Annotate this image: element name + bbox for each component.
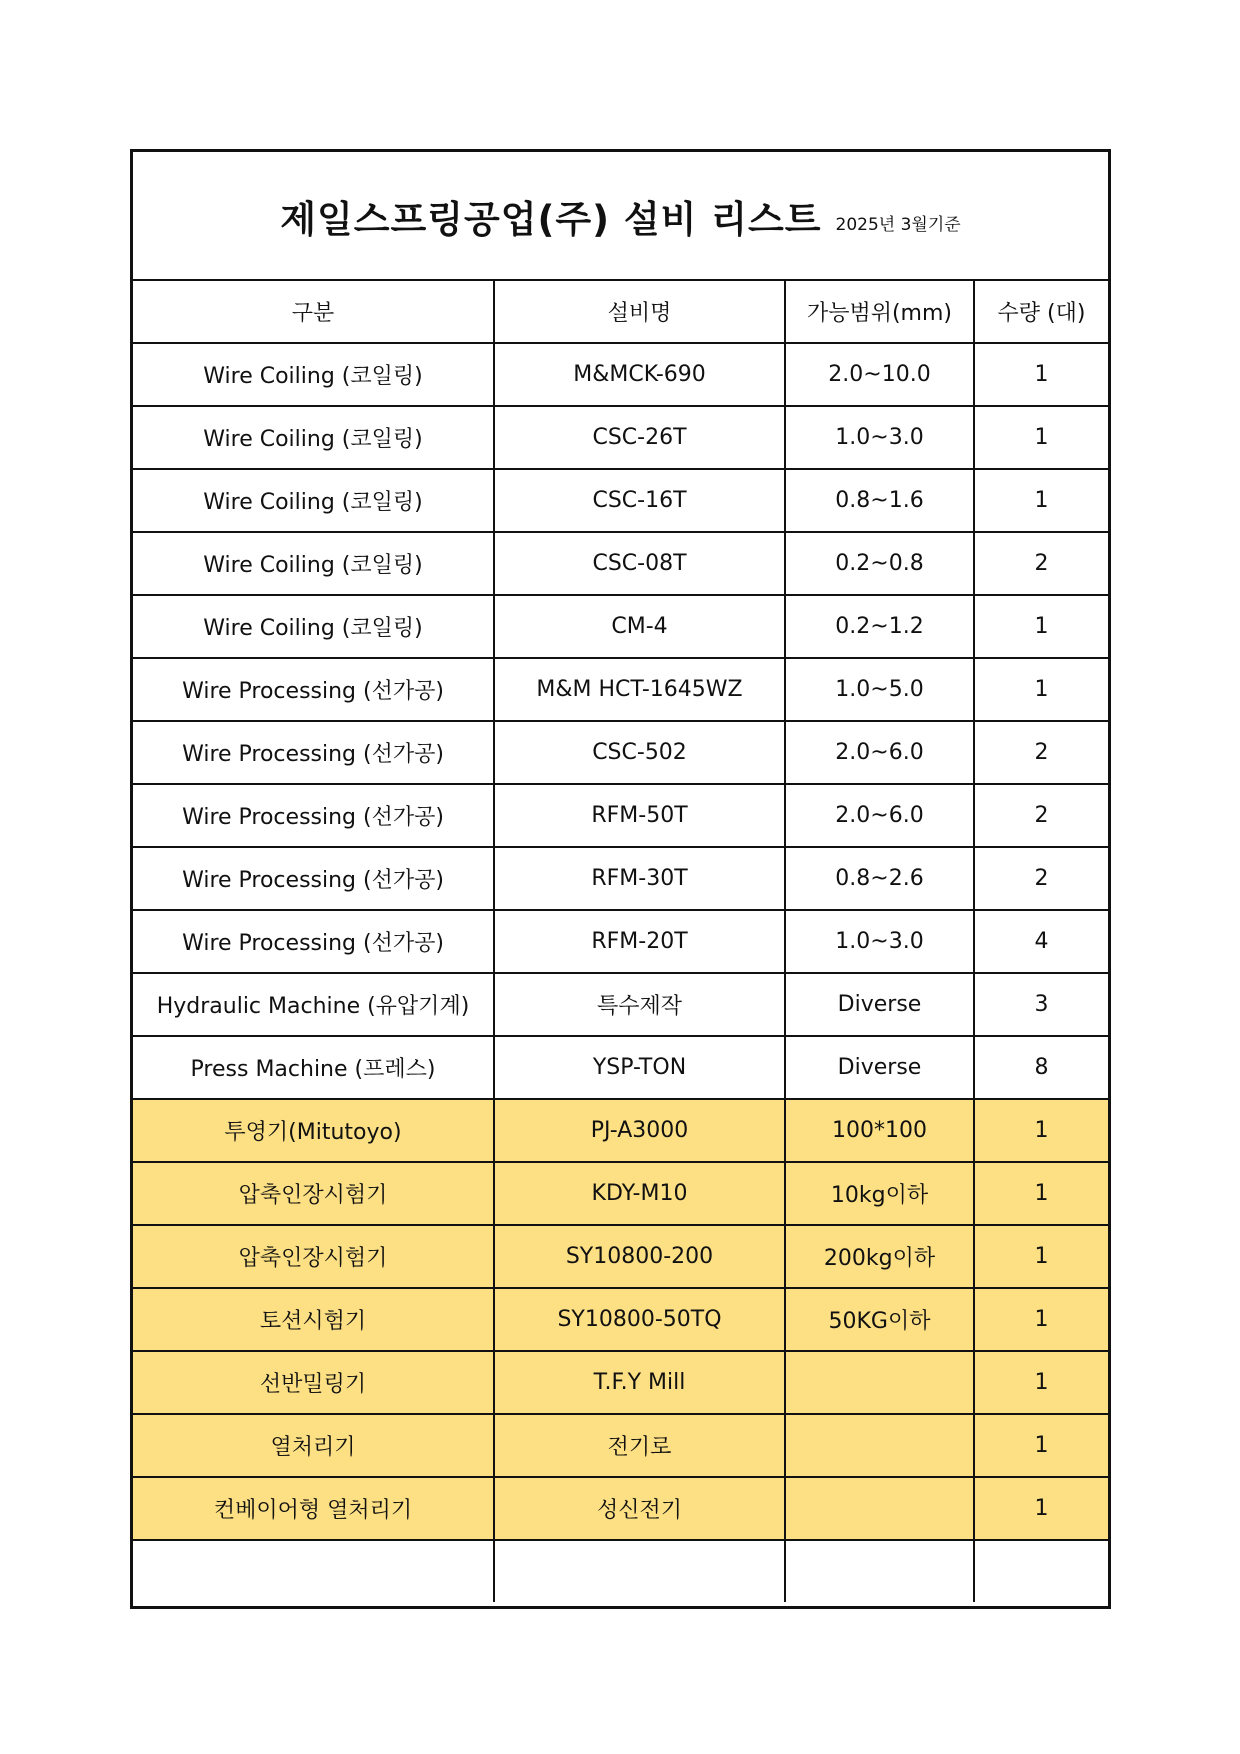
cell-equipment-name: 특수제작 <box>494 973 785 1036</box>
table-row <box>133 469 1108 532</box>
cell-range: 0.2~0.8 <box>785 532 974 595</box>
cell-category: Hydraulic Machine (유압기계) <box>133 973 494 1036</box>
cell-quantity: 1 <box>974 1225 1108 1288</box>
cell-quantity: 1 <box>974 1162 1108 1225</box>
cell-range: 200kg이하 <box>785 1225 974 1288</box>
cell-quantity: 1 <box>974 1099 1108 1162</box>
cell-category: Wire Processing (선가공) <box>133 658 494 721</box>
cell-quantity: 1 <box>974 1414 1108 1477</box>
cell-quantity <box>974 1540 1108 1602</box>
cell-range: 1.0~3.0 <box>785 406 974 469</box>
table-row <box>133 1036 1108 1099</box>
cell-range: 50KG이하 <box>785 1288 974 1351</box>
cell-quantity: 2 <box>974 721 1108 784</box>
cell-equipment-name: 전기로 <box>494 1414 785 1477</box>
cell-category: Wire Coiling (코일링) <box>133 343 494 406</box>
table-row <box>133 1099 1108 1162</box>
cell-quantity: 1 <box>974 658 1108 721</box>
cell-category: 열처리기 <box>133 1414 494 1477</box>
page-title: 제일스프링공업(주) 설비 리스트 <box>280 197 822 241</box>
cell-quantity: 2 <box>974 532 1108 595</box>
table-row <box>133 1225 1108 1288</box>
title-bar <box>133 152 1108 281</box>
cell-category: 압축인장시험기 <box>133 1162 494 1225</box>
equipment-list-frame <box>130 149 1111 1609</box>
cell-range <box>785 1477 974 1540</box>
cell-range <box>785 1351 974 1414</box>
cell-quantity: 1 <box>974 1477 1108 1540</box>
table-row <box>133 532 1108 595</box>
header-equipment-name: 설비명 <box>494 281 785 343</box>
header-category: 구분 <box>133 281 494 343</box>
cell-equipment-name: M&MCK-690 <box>494 343 785 406</box>
cell-equipment-name: SY10800-200 <box>494 1225 785 1288</box>
cell-range: 1.0~3.0 <box>785 910 974 973</box>
cell-equipment-name: RFM-20T <box>494 910 785 973</box>
cell-category: 압축인장시험기 <box>133 1225 494 1288</box>
cell-range: Diverse <box>785 973 974 1036</box>
cell-range: 2.0~6.0 <box>785 721 974 784</box>
cell-quantity: 4 <box>974 910 1108 973</box>
cell-equipment-name: 성신전기 <box>494 1477 785 1540</box>
cell-quantity: 3 <box>974 973 1108 1036</box>
cell-quantity: 1 <box>974 595 1108 658</box>
cell-quantity: 1 <box>974 343 1108 406</box>
cell-equipment-name: YSP-TON <box>494 1036 785 1099</box>
cell-equipment-name: RFM-30T <box>494 847 785 910</box>
table-row <box>133 1414 1108 1477</box>
table-row <box>133 1540 1108 1602</box>
cell-quantity: 1 <box>974 469 1108 532</box>
cell-range: 0.8~1.6 <box>785 469 974 532</box>
table-row <box>133 595 1108 658</box>
cell-range <box>785 1540 974 1602</box>
cell-equipment-name <box>494 1540 785 1602</box>
cell-range: 0.8~2.6 <box>785 847 974 910</box>
cell-equipment-name: CM-4 <box>494 595 785 658</box>
cell-category: Wire Coiling (코일링) <box>133 532 494 595</box>
cell-equipment-name: PJ-A3000 <box>494 1099 785 1162</box>
cell-quantity: 8 <box>974 1036 1108 1099</box>
cell-quantity: 1 <box>974 1351 1108 1414</box>
cell-category: Press Machine (프레스) <box>133 1036 494 1099</box>
table-row <box>133 1477 1108 1540</box>
cell-range: 2.0~6.0 <box>785 784 974 847</box>
cell-range: 100*100 <box>785 1099 974 1162</box>
cell-quantity: 2 <box>974 847 1108 910</box>
table-row <box>133 406 1108 469</box>
table-row <box>133 973 1108 1036</box>
cell-range: 1.0~5.0 <box>785 658 974 721</box>
table-row <box>133 658 1108 721</box>
cell-equipment-name: CSC-502 <box>494 721 785 784</box>
header-range: 가능범위(mm) <box>785 281 974 343</box>
table-row <box>133 1288 1108 1351</box>
header-quantity: 수량 (대) <box>974 281 1108 343</box>
cell-range: 10kg이하 <box>785 1162 974 1225</box>
cell-category: Wire Coiling (코일링) <box>133 406 494 469</box>
cell-equipment-name: T.F.Y Mill <box>494 1351 785 1414</box>
cell-category <box>133 1540 494 1602</box>
cell-range <box>785 1414 974 1477</box>
cell-category: Wire Coiling (코일링) <box>133 469 494 532</box>
cell-category: Wire Processing (선가공) <box>133 910 494 973</box>
cell-equipment-name: KDY-M10 <box>494 1162 785 1225</box>
cell-category: Wire Processing (선가공) <box>133 721 494 784</box>
cell-quantity: 2 <box>974 784 1108 847</box>
table-row <box>133 1162 1108 1225</box>
cell-quantity: 1 <box>974 406 1108 469</box>
table-row <box>133 910 1108 973</box>
cell-category: 선반밀링기 <box>133 1351 494 1414</box>
cell-range: Diverse <box>785 1036 974 1099</box>
cell-category: 투영기(Mitutoyo) <box>133 1099 494 1162</box>
table-row <box>133 343 1108 406</box>
equipment-table <box>133 281 1108 1602</box>
table-row <box>133 721 1108 784</box>
cell-range: 0.2~1.2 <box>785 595 974 658</box>
cell-category: 토션시험기 <box>133 1288 494 1351</box>
cell-range: 2.0~10.0 <box>785 343 974 406</box>
cell-category: Wire Processing (선가공) <box>133 784 494 847</box>
cell-category: Wire Coiling (코일링) <box>133 595 494 658</box>
cell-equipment-name: CSC-08T <box>494 532 785 595</box>
cell-equipment-name: CSC-16T <box>494 469 785 532</box>
table-header-row <box>133 281 1108 343</box>
cell-category: 컨베이어형 열처리기 <box>133 1477 494 1540</box>
table-row <box>133 847 1108 910</box>
cell-equipment-name: RFM-50T <box>494 784 785 847</box>
cell-equipment-name: M&M HCT-1645WZ <box>494 658 785 721</box>
date-note: 2025년 3월기준 <box>835 215 961 235</box>
cell-quantity: 1 <box>974 1288 1108 1351</box>
cell-equipment-name: CSC-26T <box>494 406 785 469</box>
table-row <box>133 784 1108 847</box>
cell-category: Wire Processing (선가공) <box>133 847 494 910</box>
cell-equipment-name: SY10800-50TQ <box>494 1288 785 1351</box>
table-row <box>133 1351 1108 1414</box>
